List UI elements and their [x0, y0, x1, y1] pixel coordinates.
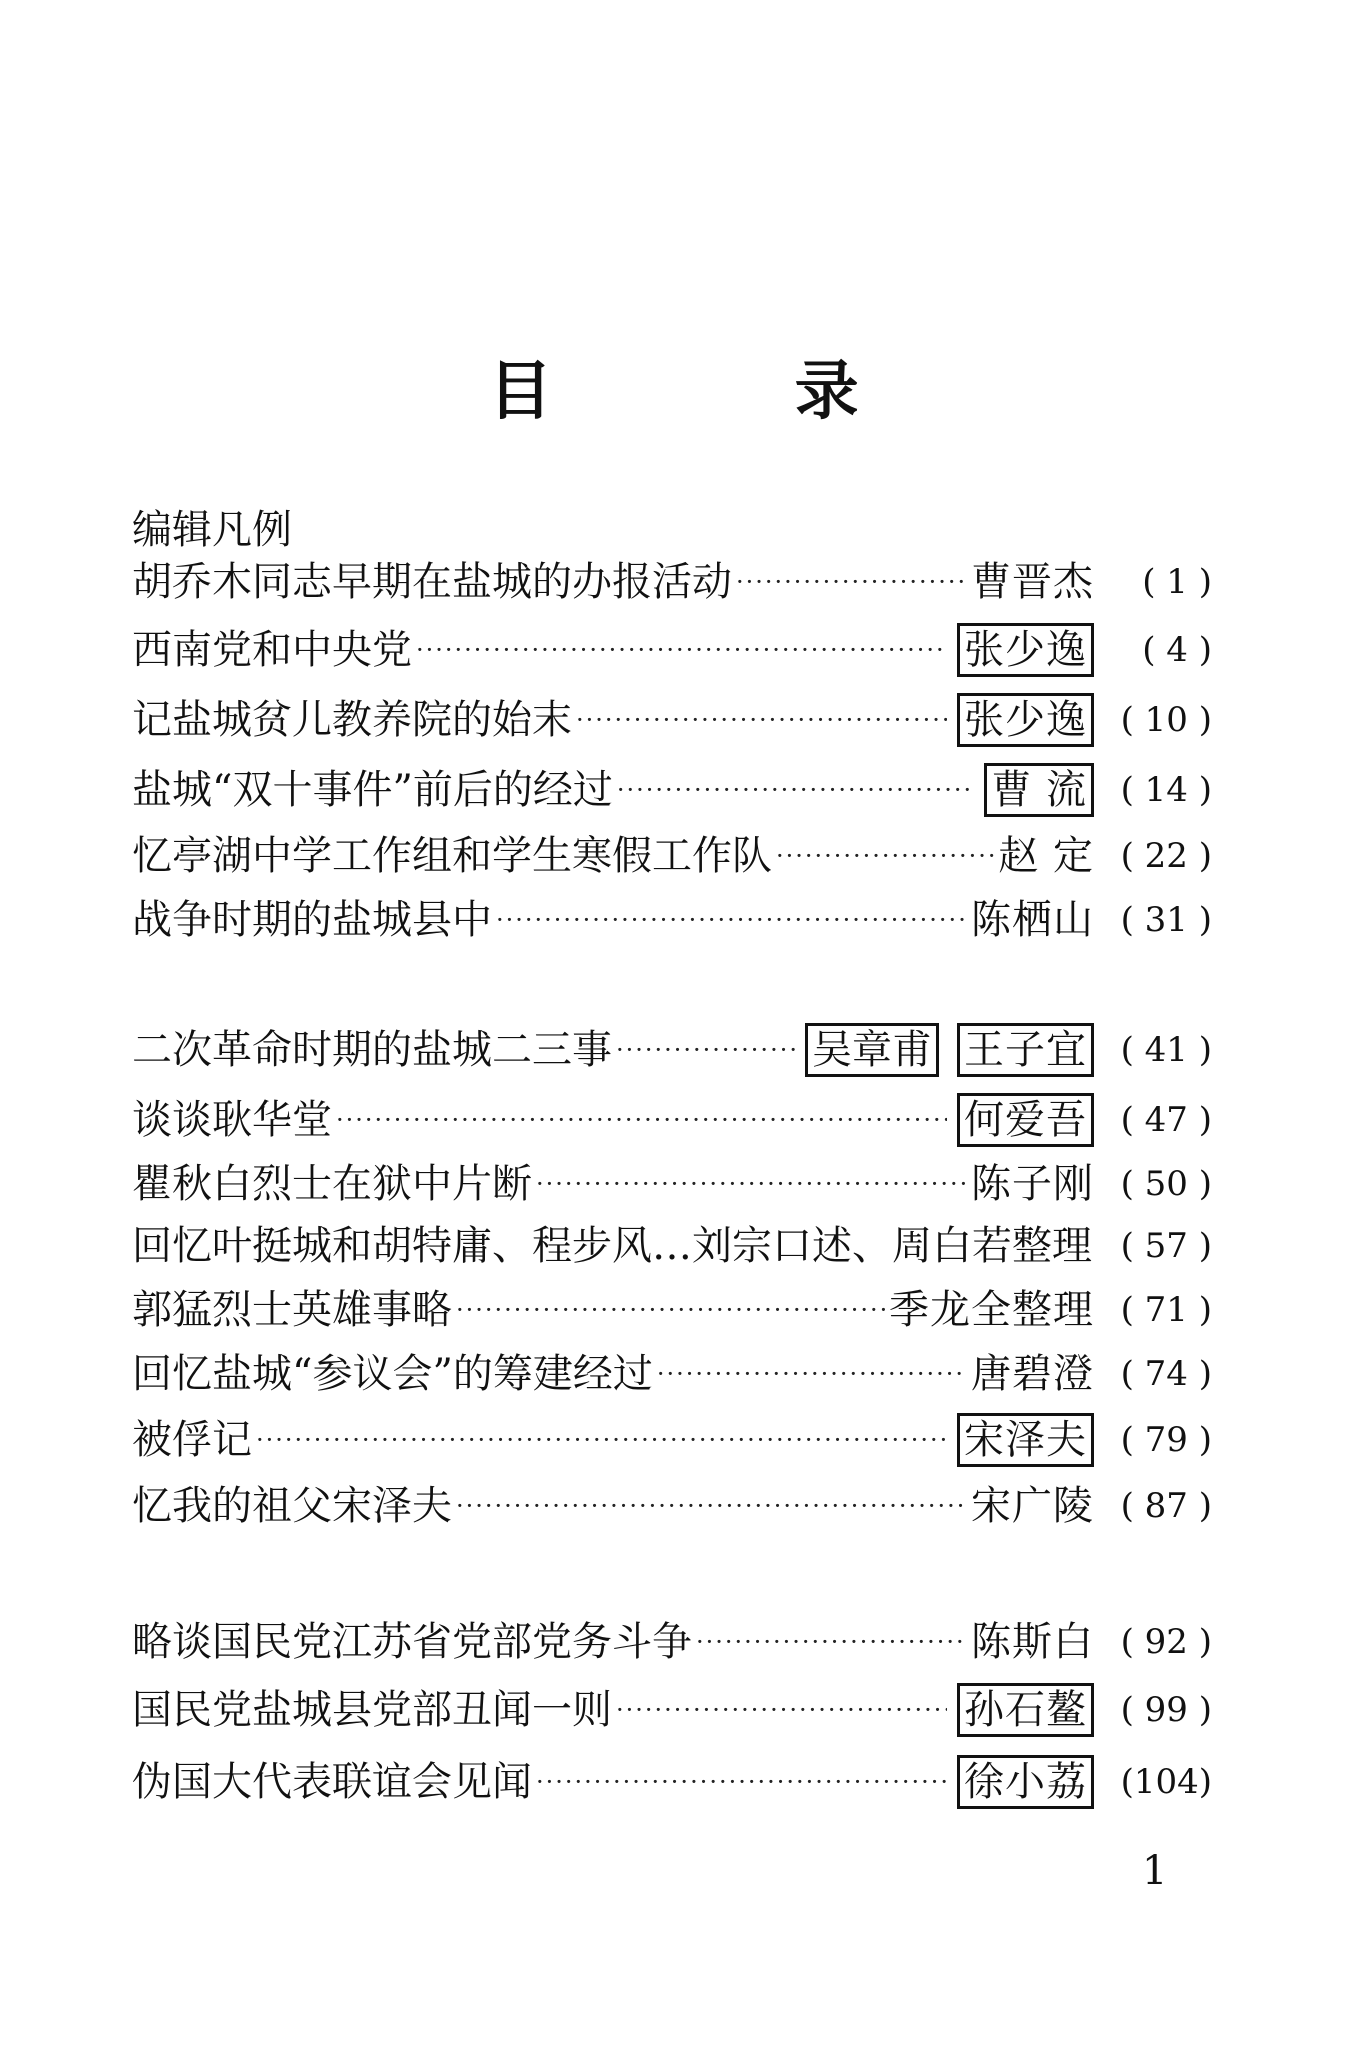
toc-entry [132, 1090, 1212, 1150]
toc-entry [132, 552, 1212, 612]
entry-title: 胡乔木同志早期在盐城的办报活动 [132, 559, 732, 605]
entry-author: 季龙全整理 [889, 1287, 1094, 1333]
entry-title: 郭猛烈士英雄事略 [132, 1287, 452, 1333]
entry-page: ( 22 ) [1120, 836, 1212, 876]
entry-title: 瞿秋白烈士在狱中片断 [132, 1161, 532, 1207]
entry-author: 唐碧澄 [971, 1351, 1094, 1397]
entry-coauthor: 吴章甫 [805, 1023, 939, 1077]
entry-title: 忆亭湖中学工作组和学生寒假工作队 [132, 833, 772, 879]
page-title: 目 录 [488, 355, 969, 429]
entry-page: (104) [1120, 1762, 1212, 1802]
entry-author: 陈子刚 [971, 1161, 1094, 1207]
entry-page: ( 57 ) [1120, 1226, 1212, 1266]
entry-title: 回忆盐城“参议会”的筹建经过 [132, 1351, 653, 1397]
dot-leader [657, 1344, 967, 1404]
entry-page: ( 50 ) [1120, 1164, 1212, 1204]
entry-title: 盐城“双十事件”前后的经过 [132, 767, 613, 813]
entry-title: 回忆叶挺城和胡特庸、程步风…刘宗口述、周白若整理 [132, 1223, 1092, 1269]
entry-author: 徐小荔 [957, 1755, 1094, 1809]
entry-title: 西南党和中央党 [132, 627, 412, 673]
dot-leader [736, 552, 967, 612]
toc-entry [132, 1476, 1212, 1536]
entry-title: 编辑凡例 [132, 507, 292, 553]
toc-entry [132, 1216, 1212, 1276]
dot-leader [616, 1680, 947, 1740]
dot-leader [576, 690, 947, 750]
entry-author: 孙石鳌 [957, 1683, 1094, 1737]
entry-title: 国民党盐城县党部丑闻一则 [132, 1687, 612, 1733]
entry-page: ( 92 ) [1120, 1622, 1212, 1662]
toc-entry [132, 620, 1212, 680]
entry-author: 赵 定 [998, 833, 1094, 879]
toc-entry [132, 890, 1212, 950]
entry-page: ( 41 ) [1120, 1030, 1212, 1070]
dot-leader [536, 1752, 947, 1812]
entry-author: 何爱吾 [957, 1093, 1094, 1147]
entry-page: ( 14 ) [1120, 770, 1212, 810]
entry-title: 二次革命时期的盐城二三事 [132, 1027, 612, 1073]
toc-entry [132, 1410, 1212, 1470]
toc-entry [132, 1280, 1212, 1340]
dot-leader [336, 1090, 947, 1150]
toc-entry [132, 1344, 1212, 1404]
dot-leader [256, 1410, 947, 1470]
dot-leader [616, 1020, 801, 1080]
toc-entry [132, 690, 1212, 750]
entry-author: 张少逸 [957, 623, 1094, 677]
entry-author: 张少逸 [957, 693, 1094, 747]
entry-author: 陈斯白 [971, 1619, 1094, 1665]
entry-title: 忆我的祖父宋泽夫 [132, 1483, 452, 1529]
entry-page: ( 71 ) [1120, 1290, 1212, 1330]
toc-entry [132, 826, 1212, 886]
entry-title: 略谈国民党江苏省党部党务斗争 [132, 1619, 692, 1665]
entry-author: 宋泽夫 [957, 1413, 1094, 1467]
dot-leader [416, 620, 947, 680]
toc-entry [132, 1680, 1212, 1740]
entry-title: 记盐城贫儿教养院的始末 [132, 697, 572, 743]
entry-page: ( 99 ) [1120, 1690, 1212, 1730]
entry-author: 陈栖山 [971, 897, 1094, 943]
dot-leader [536, 1154, 967, 1214]
dot-leader [617, 760, 974, 820]
entry-title: 被俘记 [132, 1417, 252, 1463]
entry-page: ( 74 ) [1120, 1354, 1212, 1394]
dot-leader [456, 1280, 885, 1340]
entry-title: 谈谈耿华堂 [132, 1097, 332, 1143]
page-number: 1 [1142, 1848, 1168, 1894]
toc-entry [132, 500, 1212, 560]
dot-leader [496, 890, 967, 950]
entry-page: ( 87 ) [1120, 1486, 1212, 1526]
entry-page: ( 1 ) [1142, 562, 1212, 602]
dot-leader [456, 1476, 967, 1536]
dot-leader [776, 826, 994, 886]
toc-entry [132, 1612, 1212, 1672]
dot-leader [696, 1612, 967, 1672]
entry-author: 曹晋杰 [971, 559, 1094, 605]
toc-entry [132, 1752, 1212, 1812]
toc-entry [132, 760, 1212, 820]
entry-page: ( 79 ) [1120, 1420, 1212, 1460]
entry-author: 宋广陵 [971, 1483, 1094, 1529]
toc-entry [132, 1020, 1212, 1080]
entry-page: ( 31 ) [1120, 900, 1212, 940]
entry-page: ( 47 ) [1120, 1100, 1212, 1140]
entry-page: ( 4 ) [1142, 630, 1212, 670]
entry-author: 王子宜 [957, 1023, 1094, 1077]
entry-page: ( 10 ) [1120, 700, 1212, 740]
entry-title: 伪国大代表联谊会见闻 [132, 1759, 532, 1805]
entry-title: 战争时期的盐城县中 [132, 897, 492, 943]
toc-entry [132, 1154, 1212, 1214]
entry-author: 曹 流 [984, 763, 1094, 817]
